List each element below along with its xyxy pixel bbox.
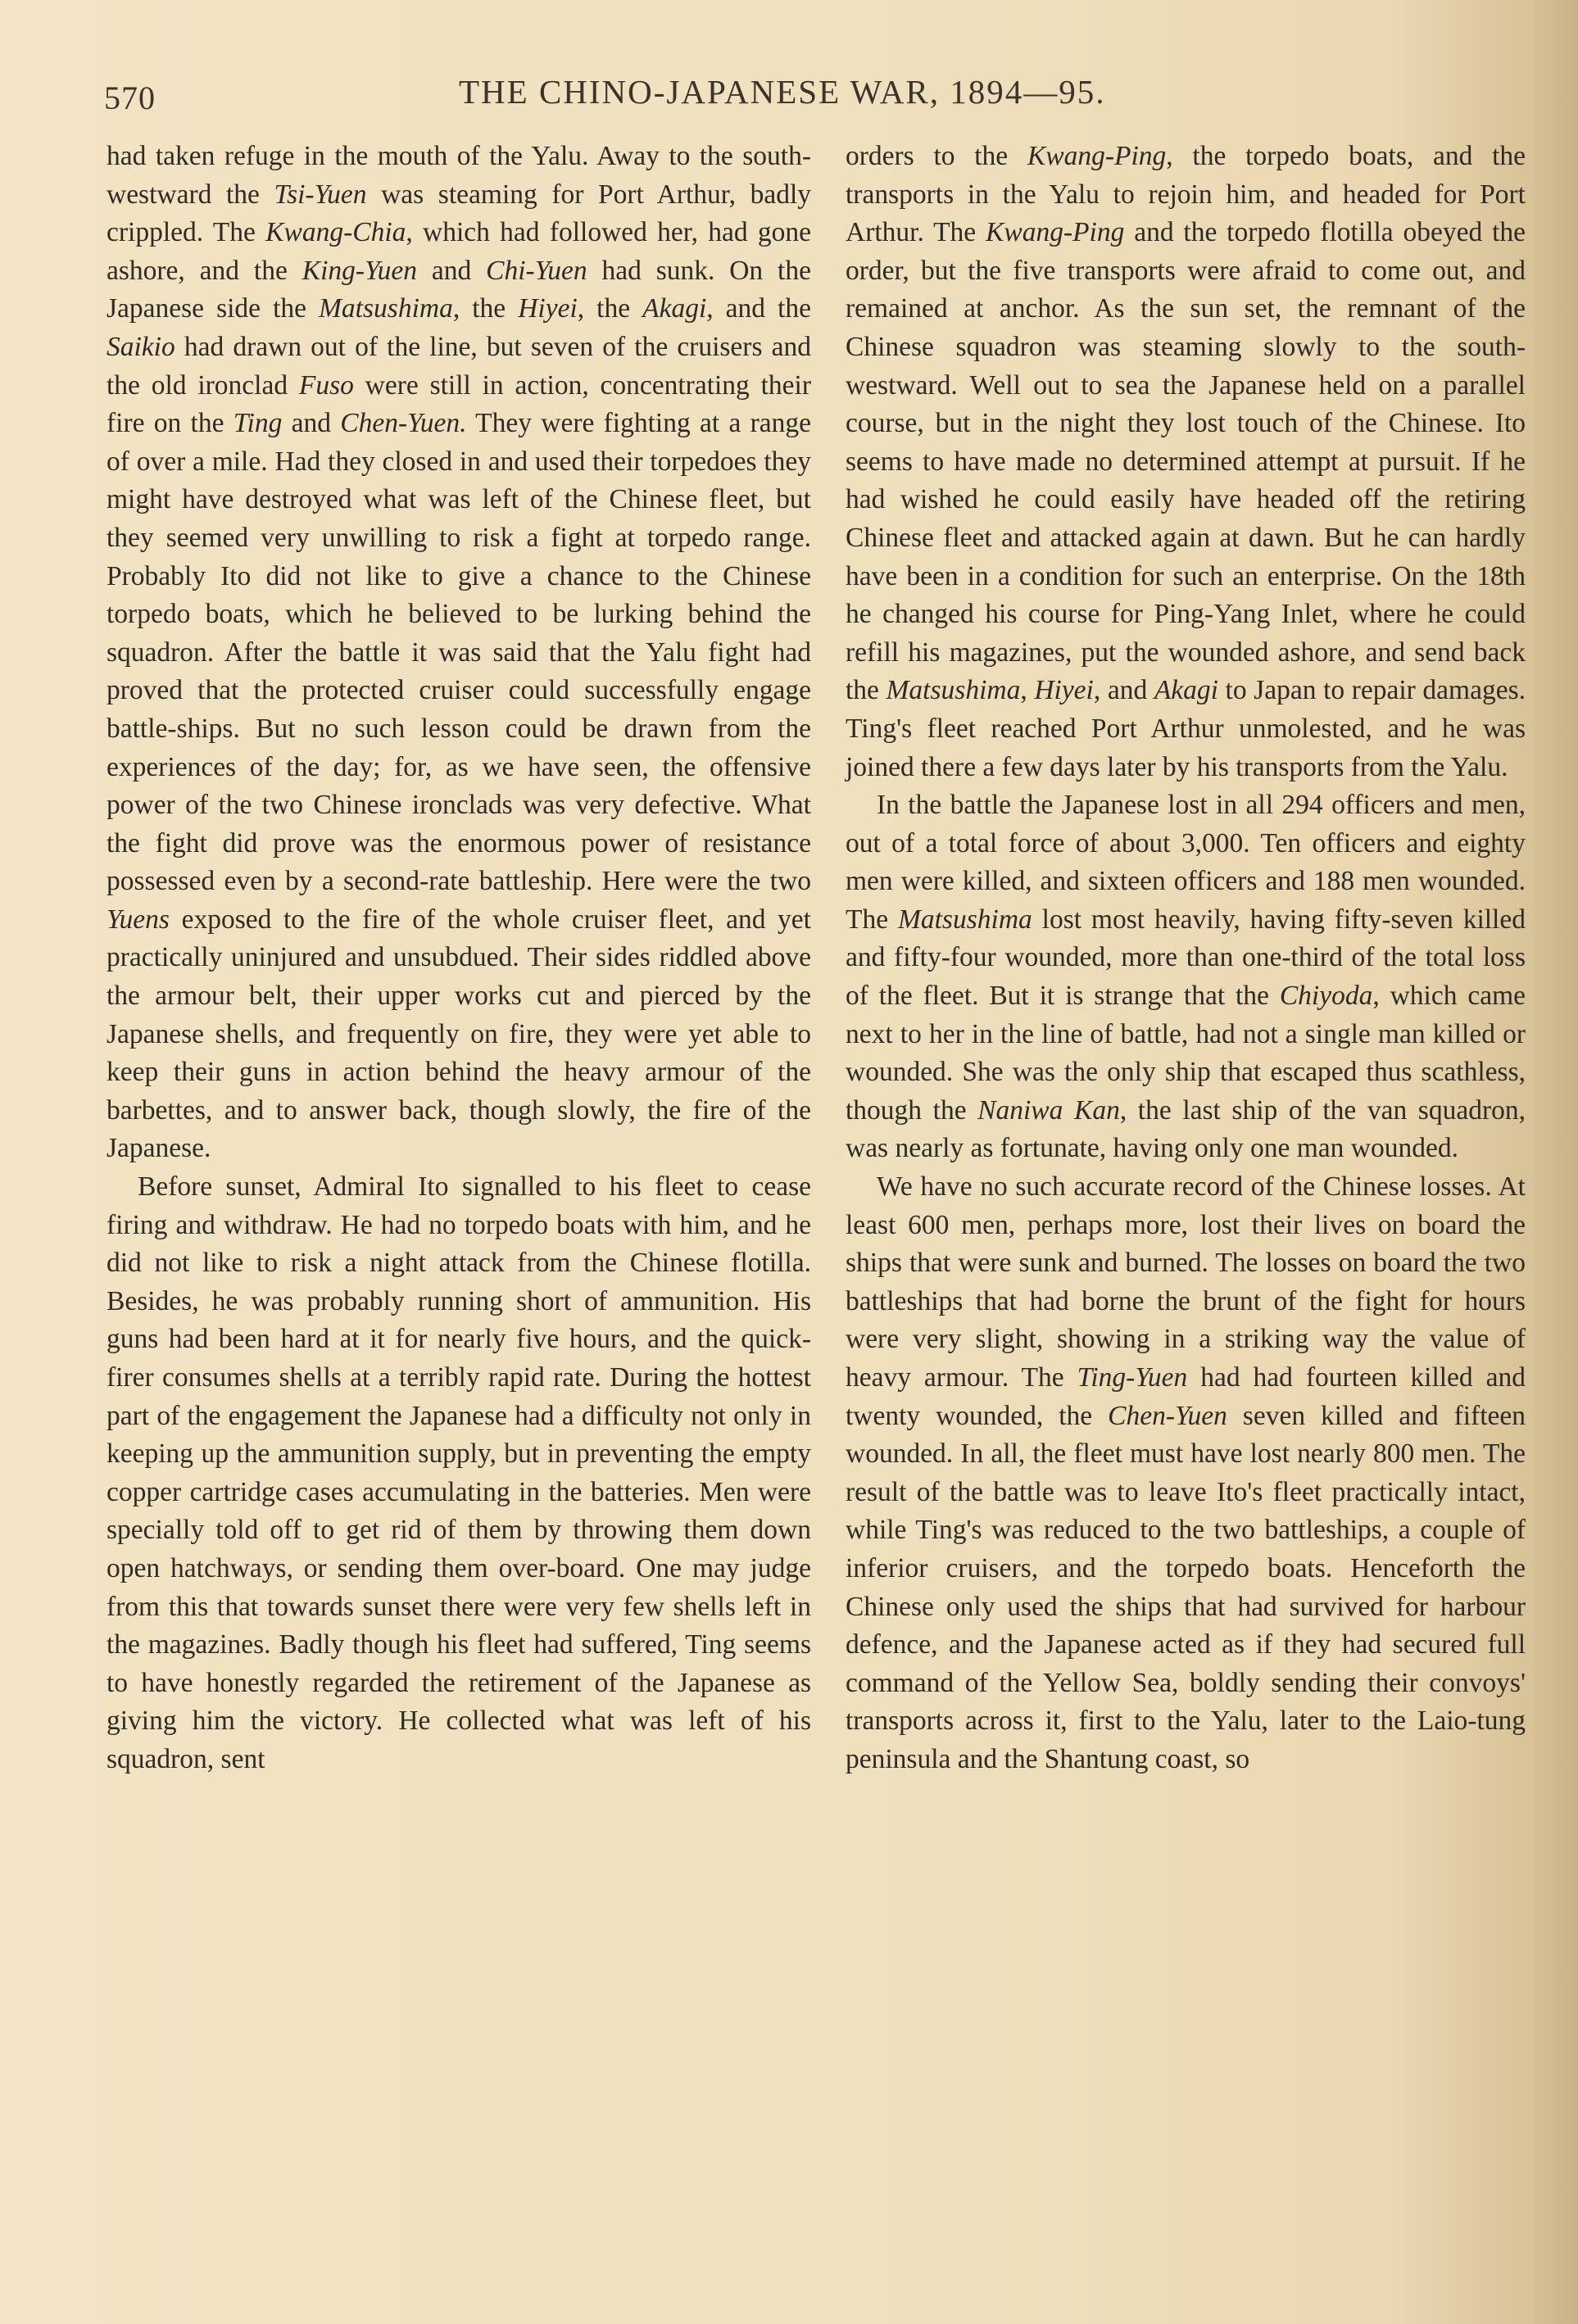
page-number: 570 [104, 79, 156, 116]
paragraph-chinese-losses: We have no such accurate record of the Chinese losses. At least 600 men, perhaps more, lost their lives on board the ships that were sunk and burned. The losses on board the two battleships that had borne the brunt of the fight for hours were very slight, showing in a striking way the value of heavy armour. The Ting-Yuen had had fourteen killed and twenty wounded, the Chen-Yuen seven killed and fifteen wounded. In all, the fleet must have lost nearly 800 men. The result of the battle was to leave Ito's fleet practically intact, while Ting's was reduced to the two battleships, a couple of inferior cruisers, and the torpedo boats. Henceforth the Chinese only used the ships that had survived for harbour defence, and the Japanese acted as if they had secured full command of the Yellow Sea, boldly sending their convoys' transports across it, first to the Yalu, later to the Laio-tung peninsula and the Shantung coast, so [846, 1171, 1526, 1774]
right-column [846, 138, 1526, 1779]
running-title: THE CHINO-JAPANESE WAR, 1894—95. [459, 73, 1106, 111]
left-column [107, 138, 811, 1779]
paragraph-ito-withdraws: Before sunset, Admiral Ito signalled to his fleet to cease firing and withdraw. He had no torpedo boats with him, and he did not like to risk a night attack from the Chinese flotilla. Besides, he was probably running short of ammunition. His guns had been hard at it for nearly five hours, and the quick-firer consumes shells at a terribly rapid rate. During the hottest part of the engagement the Japanese had a difficulty not only in keeping up the ammunition supply, but in preventing the empty copper cartridge cases accumulating in the batteries. Men were specially told off to get rid of them by throwing them down open hatchways, or sending them over-board. One may judge from this that towards sunset there were very few shells left in the magazines. Badly though his fleet had suffered, Ting seems to have honestly regarded the retirement of the Japanese as giving him the victory. He collected what was left of his squadron, sent [107, 1171, 811, 1774]
paragraph-japanese-losses: In the battle the Japanese lost in all 294 officers and men, out of a total force of about 3,000. Ten officers and eighty men were killed, and sixteen officers and 188 men wounded. The Matsushima lost most heavily, having fifty-seven killed and fifty-four wounded, more than one-third of the total loss of the fleet. But it is strange that the Chiyoda, which came next to her in the line of battle, had not a single man killed or wounded. She was the only ship that escaped thus scathless, though the Naniwa Kan, the last ship of the van squadron, was nearly as fortunate, having only one man wounded. [846, 790, 1526, 1164]
paragraph-continuation: had taken refuge in the mouth of the Yalu. Away to the south-westward the Tsi-Yuen was steaming for Port Arthur, badly crippled. The Kwang-Chia, which had followed her, had gone ashore, and the King-Yuen and Chi-Yuen had sunk. On the Japanese side the Matsushima, the Hiyei, the Akagi, and the Saikio had drawn out of the line, but seven of the cruisers and the old ironclad Fuso were still in action, concentrating their fire on the Ting and Chen-Yuen. They were fighting at a range of over a mile. Had they closed in and used their torpedoes they might have destroyed what was left of the Chinese fleet, but they seemed very unwilling to risk a fight at torpedo range. Probably Ito did not like to give a chance to the Chinese torpedo boats, which he believed to be lurking behind the squadron. After the battle it was said that the Yalu fight had proved that the protected cruiser could successfully engage battle-ships. But no such lesson could be drawn from the experiences of the day; for, as we have seen, the offensive power of the two Chinese ironclads was very defective. What the fight did prove was the enormous power of resistance possessed even by a second-rate battleship. Here were the two Yuens exposed to the fire of the whole cruiser fleet, and yet practically uninjured and unsubdued. Their sides riddled above the armour belt, their upper works cut and pierced by the Japanese shells, and frequently on fire, they were yet able to keep their guns in action behind the heavy armour of the barbettes, and to answer back, though slowly, the fire of the Japanese. [107, 141, 811, 1164]
paragraph-continuation-right: orders to the Kwang-Ping, the torpedo boats, and the transports in the Yalu to rejoin him, and headed for Port Arthur. The Kwang-Ping and the torpedo flotilla obeyed the order, but the five transports were afraid to come out, and remained at anchor. As the sun set, the remnant of the Chinese squadron was steaming slowly to the south-westward. Well out to sea the Japanese held on a parallel course, but in the night they lost touch of the Chinese. Ito seems to have made no determined attempt at pursuit. If he had wished he could easily have headed off the retiring Chinese fleet and attacked again at dawn. But he can hardly have been in a condition for such an enterprise. On the 18th he changed his course for Ping-Yang Inlet, where he could refill his magazines, put the wounded ashore, and send back the Matsushima, Hiyei, and Akagi to Japan to repair damages. Ting's fleet reached Port Arthur unmolested, and he was joined there a few days later by his transports from the Yalu. [846, 141, 1526, 782]
